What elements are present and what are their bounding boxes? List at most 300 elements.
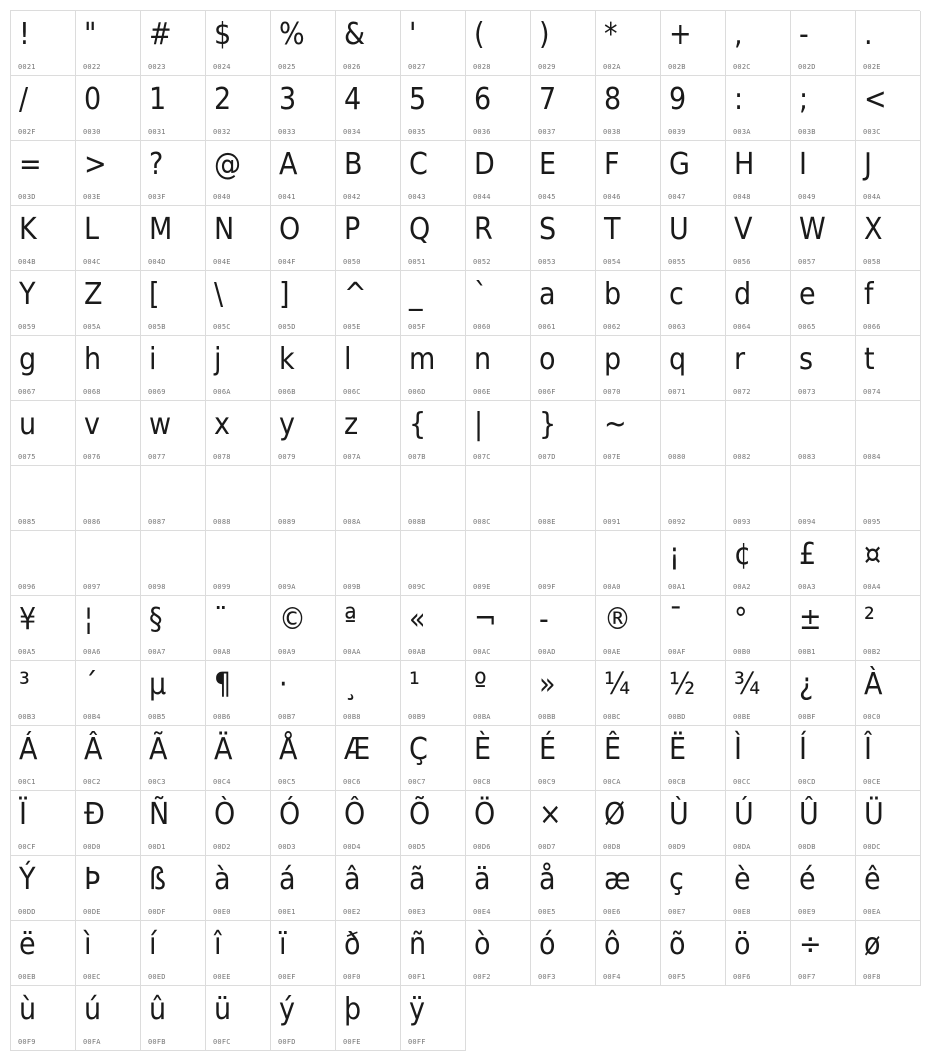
glyph-cell	[856, 791, 921, 856]
glyph-codepoint: 00DD	[18, 908, 36, 916]
glyph-character: ß	[149, 862, 167, 897]
glyph-character: #	[149, 17, 172, 52]
glyph-codepoint: 00A6	[83, 648, 101, 656]
glyph-codepoint: 0071	[668, 388, 686, 396]
glyph-cell	[661, 921, 726, 986]
glyph-character: B	[344, 147, 363, 182]
glyph-codepoint: 00DC	[863, 843, 881, 851]
glyph-character: ¶	[214, 667, 232, 702]
glyph-cell	[791, 271, 856, 336]
glyph-codepoint: 00FC	[213, 1038, 231, 1046]
glyph-codepoint: 003C	[863, 128, 881, 136]
glyph-cell	[856, 141, 921, 206]
glyph-codepoint: 00AC	[473, 648, 491, 656]
glyph-cell	[271, 401, 336, 466]
glyph-codepoint: 0035	[408, 128, 426, 136]
glyph-cell	[466, 11, 531, 76]
glyph-codepoint: 00B1	[798, 648, 816, 656]
glyph-character: ã	[409, 862, 426, 897]
glyph-codepoint: 0028	[473, 63, 491, 71]
glyph-grid	[10, 10, 920, 1051]
glyph-codepoint: 00D3	[278, 843, 296, 851]
glyph-character: K	[19, 212, 37, 247]
glyph-character: ¼	[604, 667, 631, 702]
glyph-character: ô	[604, 927, 621, 962]
glyph-cell	[76, 206, 141, 271]
glyph-character: ¦	[84, 602, 94, 637]
glyph-codepoint: 008A	[343, 518, 361, 526]
glyph-character: î	[214, 927, 222, 962]
glyph-codepoint: 0069	[148, 388, 166, 396]
glyph-cell	[336, 596, 401, 661]
glyph-codepoint: 00F1	[408, 973, 426, 981]
glyph-cell	[401, 11, 466, 76]
glyph-cell	[76, 791, 141, 856]
glyph-codepoint: 00AB	[408, 648, 426, 656]
glyph-cell	[596, 661, 661, 726]
glyph-cell	[271, 466, 336, 531]
glyph-codepoint: 00EE	[213, 973, 231, 981]
glyph-codepoint: 00C1	[18, 778, 36, 786]
glyph-cell	[531, 141, 596, 206]
glyph-codepoint: 00F8	[863, 973, 881, 981]
glyph-cell	[271, 141, 336, 206]
glyph-cell	[661, 856, 726, 921]
glyph-character: o	[539, 342, 556, 377]
glyph-cell	[661, 726, 726, 791]
glyph-character: æ	[604, 862, 631, 897]
glyph-cell	[726, 596, 791, 661]
glyph-character: Ã	[149, 732, 168, 767]
glyph-codepoint: 00DF	[148, 908, 166, 916]
glyph-codepoint: 00C0	[863, 713, 881, 721]
glyph-character: Ò	[214, 797, 236, 832]
glyph-cell	[661, 661, 726, 726]
glyph-codepoint: 00ED	[148, 973, 166, 981]
glyph-cell	[271, 271, 336, 336]
glyph-character: ¨	[214, 602, 228, 637]
glyph-cell	[11, 141, 76, 206]
glyph-character: û	[149, 992, 167, 1027]
glyph-codepoint: 004A	[863, 193, 881, 201]
glyph-character: ¬	[474, 602, 497, 637]
glyph-cell	[531, 206, 596, 271]
glyph-codepoint: 0099	[213, 583, 231, 591]
glyph-cell	[661, 271, 726, 336]
glyph-character: c	[669, 277, 684, 312]
glyph-cell	[76, 661, 141, 726]
glyph-codepoint: 00A3	[798, 583, 816, 591]
glyph-codepoint: 0056	[733, 258, 751, 266]
glyph-codepoint: 00B3	[18, 713, 36, 721]
glyph-codepoint: 0033	[278, 128, 296, 136]
glyph-character: S	[539, 212, 557, 247]
glyph-character: ³	[19, 667, 30, 702]
glyph-cell	[11, 11, 76, 76]
glyph-cell	[856, 726, 921, 791]
glyph-cell	[271, 921, 336, 986]
glyph-character: ú	[84, 992, 102, 1027]
glyph-codepoint: 00E0	[213, 908, 231, 916]
glyph-cell	[791, 206, 856, 271]
glyph-codepoint: 0041	[278, 193, 296, 201]
glyph-character: þ	[344, 992, 362, 1027]
glyph-codepoint: 0027	[408, 63, 426, 71]
glyph-cell	[336, 11, 401, 76]
glyph-cell	[791, 791, 856, 856]
glyph-codepoint: 006C	[343, 388, 361, 396]
glyph-character: ï	[279, 927, 287, 962]
glyph-cell	[271, 661, 336, 726]
glyph-character: w	[149, 407, 172, 442]
glyph-codepoint: 006D	[408, 388, 426, 396]
glyph-character: X	[864, 212, 883, 247]
glyph-codepoint: 00BD	[668, 713, 686, 721]
glyph-cell	[206, 401, 271, 466]
glyph-cell	[596, 596, 661, 661]
glyph-character: ½	[669, 667, 696, 702]
glyph-cell	[141, 401, 206, 466]
glyph-character: °	[734, 602, 748, 637]
glyph-character: ²	[864, 602, 875, 637]
glyph-cell	[271, 11, 336, 76]
glyph-character: y	[279, 407, 295, 442]
glyph-cell	[661, 466, 726, 531]
glyph-cell	[76, 726, 141, 791]
glyph-character: 5	[409, 82, 427, 117]
glyph-character: «	[409, 602, 426, 637]
glyph-character: »	[539, 667, 556, 702]
glyph-cell	[531, 596, 596, 661]
glyph-character: ç	[669, 862, 684, 897]
glyph-codepoint: 00CF	[18, 843, 36, 851]
glyph-cell	[206, 271, 271, 336]
glyph-codepoint: 00C7	[408, 778, 426, 786]
glyph-cell	[11, 401, 76, 466]
glyph-character: `	[474, 277, 488, 312]
glyph-cell	[141, 76, 206, 141]
glyph-cell	[791, 11, 856, 76]
glyph-codepoint: 0072	[733, 388, 751, 396]
glyph-character: U	[669, 212, 689, 247]
glyph-cell	[466, 336, 531, 401]
glyph-cell	[76, 856, 141, 921]
glyph-codepoint: 003B	[798, 128, 816, 136]
glyph-cell	[401, 986, 466, 1051]
glyph-cell	[76, 336, 141, 401]
glyph-cell	[141, 791, 206, 856]
glyph-character: r	[734, 342, 746, 377]
glyph-codepoint: 002A	[603, 63, 621, 71]
glyph-cell	[206, 141, 271, 206]
glyph-codepoint: 0043	[408, 193, 426, 201]
glyph-character: â	[344, 862, 361, 897]
glyph-character: ë	[19, 927, 36, 962]
glyph-cell	[661, 596, 726, 661]
glyph-character: W	[799, 212, 826, 247]
glyph-character: 8	[604, 82, 622, 117]
glyph-character: f	[864, 277, 874, 312]
glyph-cell	[856, 11, 921, 76]
glyph-codepoint: 00CE	[863, 778, 881, 786]
glyph-codepoint: 0073	[798, 388, 816, 396]
glyph-character: Õ	[409, 797, 431, 832]
glyph-cell	[206, 466, 271, 531]
glyph-codepoint: 003A	[733, 128, 751, 136]
glyph-character: '	[409, 17, 417, 52]
glyph-codepoint: 002C	[733, 63, 751, 71]
glyph-character: £	[799, 537, 817, 572]
glyph-character: ñ	[409, 927, 427, 962]
glyph-codepoint: 00FE	[343, 1038, 361, 1046]
glyph-character: O	[279, 212, 301, 247]
glyph-codepoint: 0060	[473, 323, 491, 331]
glyph-codepoint: 004F	[278, 258, 296, 266]
glyph-cell	[141, 596, 206, 661]
glyph-character: G	[669, 147, 690, 182]
glyph-cell	[11, 531, 76, 596]
glyph-codepoint: 0049	[798, 193, 816, 201]
glyph-character: E	[539, 147, 557, 182]
glyph-cell	[466, 531, 531, 596]
glyph-cell	[401, 76, 466, 141]
glyph-cell	[726, 141, 791, 206]
glyph-cell	[401, 401, 466, 466]
glyph-codepoint: 004D	[148, 258, 166, 266]
glyph-codepoint: 0070	[603, 388, 621, 396]
glyph-character: !	[19, 17, 30, 52]
glyph-character: v	[84, 407, 100, 442]
glyph-codepoint: 004E	[213, 258, 231, 266]
glyph-character: ·	[279, 667, 288, 702]
glyph-cell	[401, 206, 466, 271]
glyph-cell	[271, 856, 336, 921]
glyph-character: ¯	[669, 602, 683, 637]
glyph-character: Â	[84, 732, 103, 767]
glyph-codepoint: 00F4	[603, 973, 621, 981]
glyph-character: <	[864, 82, 887, 117]
glyph-codepoint: 0022	[83, 63, 101, 71]
glyph-codepoint: 0063	[668, 323, 686, 331]
glyph-codepoint: 00AA	[343, 648, 361, 656]
glyph-codepoint: 00A5	[18, 648, 36, 656]
glyph-character: Ó	[279, 797, 301, 832]
glyph-codepoint: 005C	[213, 323, 231, 331]
glyph-codepoint: 0046	[603, 193, 621, 201]
glyph-cell	[531, 726, 596, 791]
glyph-codepoint: 00C9	[538, 778, 556, 786]
glyph-character: h	[84, 342, 102, 377]
glyph-cell	[141, 856, 206, 921]
glyph-cell	[531, 856, 596, 921]
glyph-cell	[141, 726, 206, 791]
glyph-character: "	[84, 17, 97, 52]
glyph-cell	[206, 791, 271, 856]
glyph-character: ð	[344, 927, 361, 962]
glyph-codepoint: 0044	[473, 193, 491, 201]
glyph-character: ×	[539, 797, 562, 832]
glyph-cell	[726, 271, 791, 336]
glyph-character: Y	[19, 277, 36, 312]
glyph-character: A	[279, 147, 298, 182]
glyph-codepoint: 0092	[668, 518, 686, 526]
glyph-cell	[206, 661, 271, 726]
glyph-codepoint: 0085	[18, 518, 36, 526]
glyph-cell	[141, 921, 206, 986]
glyph-codepoint: 0042	[343, 193, 361, 201]
glyph-cell	[401, 921, 466, 986]
glyph-character: @	[214, 147, 241, 182]
glyph-character: ä	[474, 862, 491, 897]
glyph-codepoint: 0059	[18, 323, 36, 331]
glyph-character: Ú	[734, 797, 754, 832]
glyph-cell	[856, 531, 921, 596]
glyph-cell	[141, 141, 206, 206]
glyph-codepoint: 0087	[148, 518, 166, 526]
glyph-cell	[11, 856, 76, 921]
glyph-codepoint: 00D4	[343, 843, 361, 851]
glyph-cell	[466, 206, 531, 271]
glyph-character: ^	[344, 277, 367, 312]
glyph-character: ý	[279, 992, 295, 1027]
glyph-cell	[336, 336, 401, 401]
glyph-cell	[336, 401, 401, 466]
glyph-codepoint: 003E	[83, 193, 101, 201]
glyph-character: ®	[604, 602, 631, 637]
glyph-codepoint: 0057	[798, 258, 816, 266]
glyph-codepoint: 0083	[798, 453, 816, 461]
glyph-cell	[596, 466, 661, 531]
glyph-cell	[11, 596, 76, 661]
glyph-cell	[596, 856, 661, 921]
glyph-character: 2	[214, 82, 232, 117]
glyph-codepoint: 00FD	[278, 1038, 296, 1046]
glyph-cell	[466, 596, 531, 661]
glyph-character: ¸	[344, 667, 358, 702]
glyph-cell	[531, 661, 596, 726]
glyph-character: e	[799, 277, 816, 312]
glyph-codepoint: 00CB	[668, 778, 686, 786]
glyph-character: q	[669, 342, 687, 377]
glyph-cell	[271, 531, 336, 596]
glyph-codepoint: 00A2	[733, 583, 751, 591]
glyph-codepoint: 0061	[538, 323, 556, 331]
glyph-codepoint: 0077	[148, 453, 166, 461]
glyph-cell	[531, 336, 596, 401]
glyph-codepoint: 009B	[343, 583, 361, 591]
glyph-character: l	[344, 342, 352, 377]
glyph-cell	[271, 986, 336, 1051]
glyph-cell	[726, 336, 791, 401]
glyph-codepoint: 00A8	[213, 648, 231, 656]
glyph-codepoint: 0055	[668, 258, 686, 266]
glyph-character: ê	[864, 862, 881, 897]
glyph-cell	[596, 791, 661, 856]
glyph-codepoint: 00DB	[798, 843, 816, 851]
glyph-codepoint: 00E5	[538, 908, 556, 916]
glyph-cell	[726, 401, 791, 466]
glyph-character: º	[474, 667, 487, 702]
glyph-cell	[401, 791, 466, 856]
glyph-codepoint: 00F7	[798, 973, 816, 981]
glyph-codepoint: 00E7	[668, 908, 686, 916]
glyph-cell	[11, 76, 76, 141]
glyph-cell	[726, 76, 791, 141]
glyph-codepoint: 0082	[733, 453, 751, 461]
glyph-cell	[856, 76, 921, 141]
glyph-character: a	[539, 277, 556, 312]
glyph-codepoint: 0032	[213, 128, 231, 136]
glyph-character: ~	[604, 407, 627, 442]
glyph-character: Ç	[409, 732, 428, 767]
glyph-cell	[856, 206, 921, 271]
glyph-character: Î	[864, 732, 872, 767]
glyph-character: Ì	[734, 732, 742, 767]
glyph-cell	[596, 726, 661, 791]
glyph-character: (	[474, 17, 485, 52]
glyph-cell	[531, 271, 596, 336]
glyph-character: &	[344, 17, 366, 52]
glyph-character: Ý	[19, 862, 36, 897]
glyph-cell	[531, 531, 596, 596]
glyph-character: ,	[734, 17, 743, 52]
glyph-character: ø	[864, 927, 881, 962]
glyph-character: à	[214, 862, 231, 897]
glyph-cell	[336, 921, 401, 986]
glyph-cell	[726, 791, 791, 856]
glyph-cell	[141, 661, 206, 726]
glyph-character: -	[799, 17, 809, 52]
glyph-codepoint: 00D1	[148, 843, 166, 851]
glyph-codepoint: 008B	[408, 518, 426, 526]
glyph-codepoint: 0039	[668, 128, 686, 136]
glyph-cell	[856, 856, 921, 921]
glyph-character: ü	[214, 992, 232, 1027]
glyph-cell	[596, 531, 661, 596]
glyph-cell	[661, 531, 726, 596]
glyph-cell	[661, 76, 726, 141]
glyph-character: ÷	[799, 927, 822, 962]
glyph-codepoint: 00D7	[538, 843, 556, 851]
glyph-cell	[661, 401, 726, 466]
glyph-codepoint: 0038	[603, 128, 621, 136]
glyph-codepoint: 00E6	[603, 908, 621, 916]
glyph-character: N	[214, 212, 235, 247]
glyph-cell	[206, 726, 271, 791]
glyph-codepoint: 0021	[18, 63, 36, 71]
glyph-character: d	[734, 277, 752, 312]
glyph-cell	[596, 921, 661, 986]
glyph-cell	[856, 271, 921, 336]
glyph-codepoint: 006A	[213, 388, 231, 396]
glyph-cell	[531, 466, 596, 531]
glyph-character: >	[84, 147, 107, 182]
glyph-character: Þ	[84, 862, 101, 897]
glyph-cell	[11, 791, 76, 856]
glyph-codepoint: 009E	[473, 583, 491, 591]
glyph-codepoint: 00C2	[83, 778, 101, 786]
glyph-cell	[401, 271, 466, 336]
glyph-cell	[141, 531, 206, 596]
glyph-character: ¢	[734, 537, 752, 572]
glyph-cell	[336, 661, 401, 726]
glyph-cell	[791, 596, 856, 661]
glyph-codepoint: 00BE	[733, 713, 751, 721]
glyph-codepoint: 00BF	[798, 713, 816, 721]
glyph-codepoint: 0079	[278, 453, 296, 461]
glyph-character: :	[734, 82, 744, 117]
glyph-cell	[206, 76, 271, 141]
